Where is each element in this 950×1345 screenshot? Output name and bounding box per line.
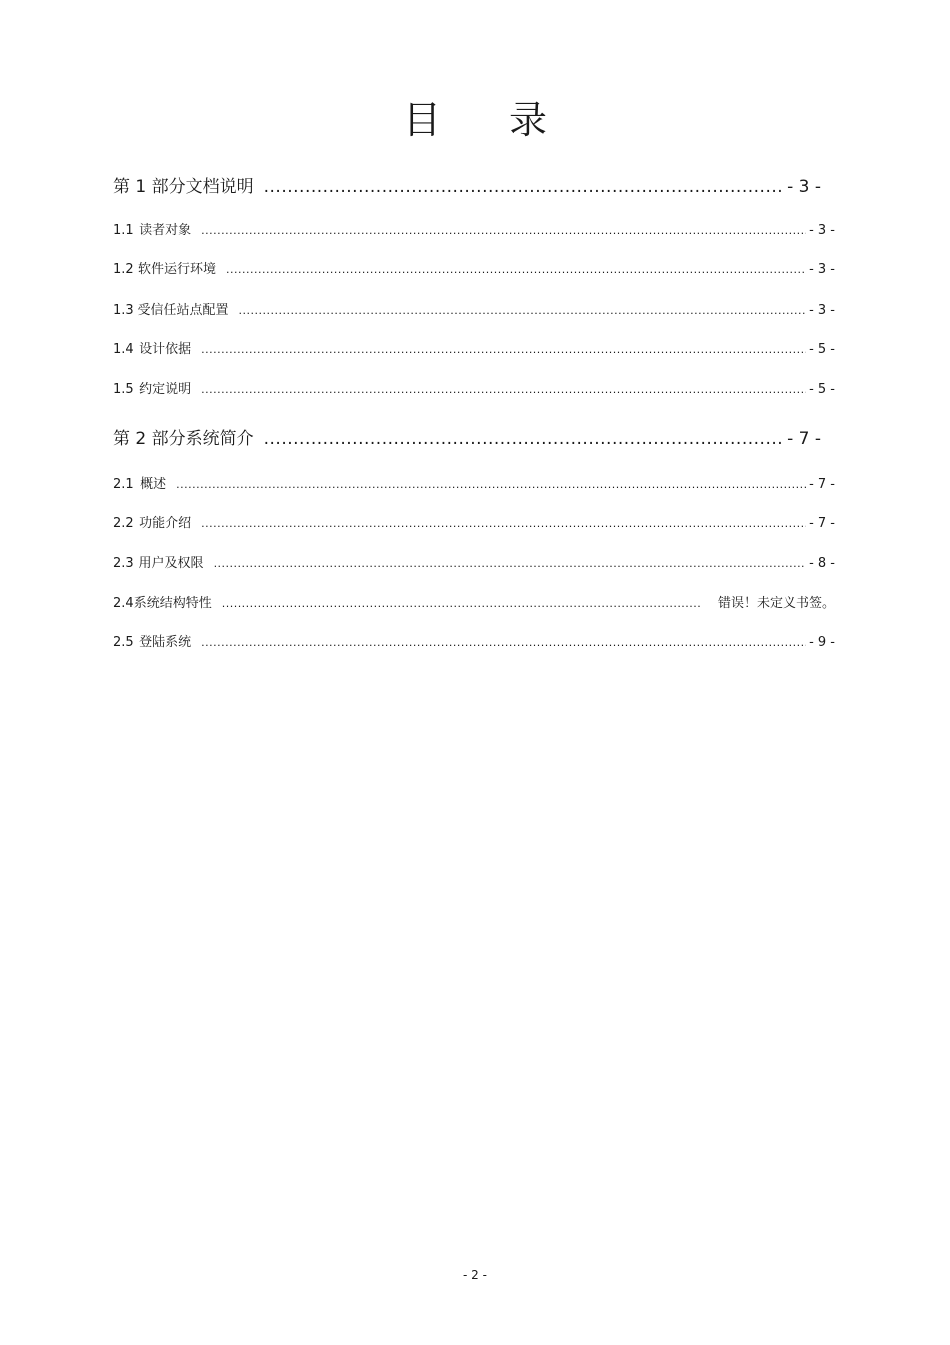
toc-item-1-2[interactable]	[113, 258, 835, 277]
toc-item-2-4[interactable]	[113, 592, 835, 611]
section-title: 用户及权限	[138, 556, 204, 571]
bookmark-error-text: 错误！未定义书签。	[717, 596, 835, 611]
toc-item-1-1[interactable]	[113, 219, 835, 238]
page-title: 目 录	[402, 98, 576, 142]
toc-item-1-3[interactable]	[113, 299, 835, 318]
section-title: 概述	[140, 477, 167, 492]
part-title: 系统简介	[185, 429, 254, 449]
dot-leader	[238, 304, 806, 317]
section-number: 1.3	[113, 303, 134, 318]
toc-part-2[interactable]	[113, 424, 821, 449]
part-label: 第 2 部分	[113, 429, 186, 449]
toc-item-2-5[interactable]	[113, 631, 835, 650]
toc-item-2-3[interactable]	[113, 552, 835, 571]
part-label: 第 1 部分	[113, 177, 186, 197]
section-number: 2.4	[113, 596, 134, 611]
dot-leader	[201, 343, 806, 356]
dot-leader	[264, 177, 784, 197]
section-number: 1.4	[113, 342, 134, 357]
section-title: 功能介绍	[139, 516, 192, 531]
page-ref: - 7 -	[809, 477, 835, 492]
section-number: 2.5	[113, 635, 134, 650]
toc-item-2-1[interactable]	[113, 473, 835, 492]
toc-part-1[interactable]	[113, 172, 821, 197]
dot-leader	[201, 383, 806, 396]
section-number: 1.1	[113, 223, 134, 238]
page-ref: - 5 -	[809, 382, 835, 397]
toc-item-1-5[interactable]	[113, 378, 835, 397]
page-ref: - 3 -	[809, 303, 835, 318]
page-ref: - 7 -	[809, 516, 835, 531]
section-title: 登陆系统	[139, 635, 192, 650]
part-title: 文档说明	[185, 177, 254, 197]
page-ref: - 3 -	[787, 177, 821, 197]
dot-leader	[264, 429, 784, 449]
page-ref: - 3 -	[809, 262, 835, 277]
page-ref: - 7 -	[787, 429, 821, 449]
page-ref: - 9 -	[809, 635, 835, 650]
section-title: 设计依据	[139, 342, 192, 357]
page-ref: - 5 -	[809, 342, 835, 357]
page-number-footer: - 2 -	[463, 1268, 487, 1282]
dot-leader	[222, 597, 700, 610]
dot-leader	[214, 557, 807, 570]
dot-leader	[226, 263, 806, 276]
section-title: 约定说明	[139, 382, 192, 397]
toc-item-2-2[interactable]	[113, 512, 835, 531]
section-number: 2.1	[113, 477, 134, 492]
dot-leader	[201, 224, 806, 237]
section-number: 1.2	[113, 262, 134, 277]
section-title: 读者对象	[139, 223, 192, 238]
dot-leader	[201, 636, 806, 649]
section-title: 软件运行环境	[138, 262, 217, 277]
section-number: 1.5	[113, 382, 134, 397]
page-ref: - 8 -	[809, 556, 835, 571]
section-title: 受信任站点配置	[137, 303, 229, 318]
page-ref: - 3 -	[809, 223, 835, 238]
dot-leader	[176, 478, 806, 491]
section-number: 2.2	[113, 516, 134, 531]
dot-leader	[201, 517, 806, 530]
section-title: 系统结构特性	[133, 596, 212, 611]
toc-item-1-4[interactable]	[113, 338, 835, 357]
section-number: 2.3	[113, 556, 134, 571]
